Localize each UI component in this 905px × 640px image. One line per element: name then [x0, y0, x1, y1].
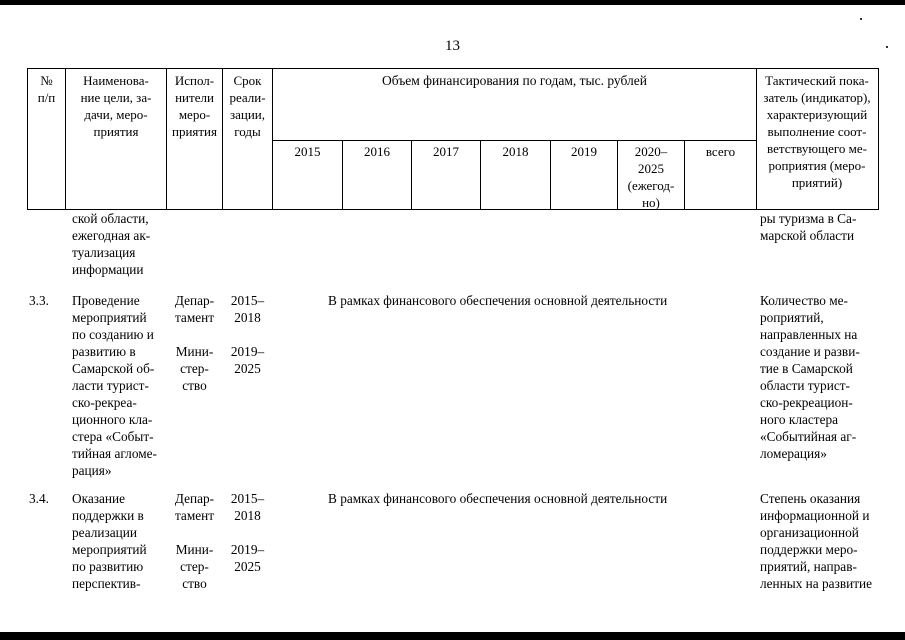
header-year-2015: 2015: [294, 144, 321, 159]
bottom-border: [0, 632, 905, 640]
header-term: Срок реали- зации, годы: [229, 73, 266, 139]
header-total: всего: [705, 144, 736, 159]
row-executor-ministry: Мини- стер- ство: [175, 542, 214, 591]
row-executor-department: Депар- тамент: [174, 491, 215, 523]
row-funding: В рамках финансового обеспечения основной деятельности: [328, 491, 668, 506]
row-term-second: 2019– 2025: [230, 542, 265, 574]
row-number: 3.3.: [29, 293, 49, 308]
row-term-second: 2019– 2025: [230, 344, 265, 376]
header-year-2016: 2016: [364, 144, 390, 159]
row-name: Оказание поддержки в реализации мероприятий по развитию перспектив-: [72, 491, 147, 591]
header-year-2020-2025: 2020– 2025 (ежегод- но): [627, 144, 675, 210]
page-number: 13: [445, 38, 460, 54]
row-term-first: 2015– 2018: [230, 491, 265, 523]
header-num: № п/п: [37, 73, 56, 105]
row-term-first: 2015– 2018: [230, 293, 265, 325]
continued-name: ской области, ежегодная ак- туализация информации: [72, 211, 151, 277]
header-indicator: Тактический пока- затель (индикатор), характеризующий выполнение соот- ветствующего ме- роприятия (меро- приятий): [763, 73, 871, 190]
row-number: 3.4.: [29, 491, 49, 506]
row-indicator: Степень оказания информационной и организационной поддержки меро- приятий, направ- ленных на развитие: [760, 491, 873, 591]
header-year-2017: 2017: [433, 144, 459, 159]
row-funding: В рамках финансового обеспечения основной деятельности: [328, 293, 668, 308]
row-executor-ministry: Мини- стер- ство: [175, 344, 214, 393]
row-indicator: Количество ме- роприятий, направленных на создание и разви- тие в Самарской области турист- ско-рекреацион- ного кластера «Событийная аг- ломерация»: [760, 293, 860, 461]
top-border: [0, 0, 905, 5]
row-name: Проведение мероприятий по созданию и развитию в Самарской об- ласти турист- ско-рекреа- ционного кла- стера «Событ- тийная агломе- рация»: [72, 293, 157, 478]
header-year-2018: 2018: [502, 144, 529, 159]
header-year-2019: 2019: [571, 144, 597, 159]
continued-indicator: ры туризма в Са- марской области: [760, 211, 857, 243]
header-name: Наименова- ние цели, за- дачи, меро- приятия: [80, 73, 152, 139]
scan-speck: [860, 18, 862, 20]
header-executors: Испол- нители меро- приятия: [171, 73, 217, 139]
row-executor-department: Депар- тамент: [174, 293, 215, 325]
header-funding: Объем финансирования по годам, тыс. рублей: [382, 73, 647, 88]
